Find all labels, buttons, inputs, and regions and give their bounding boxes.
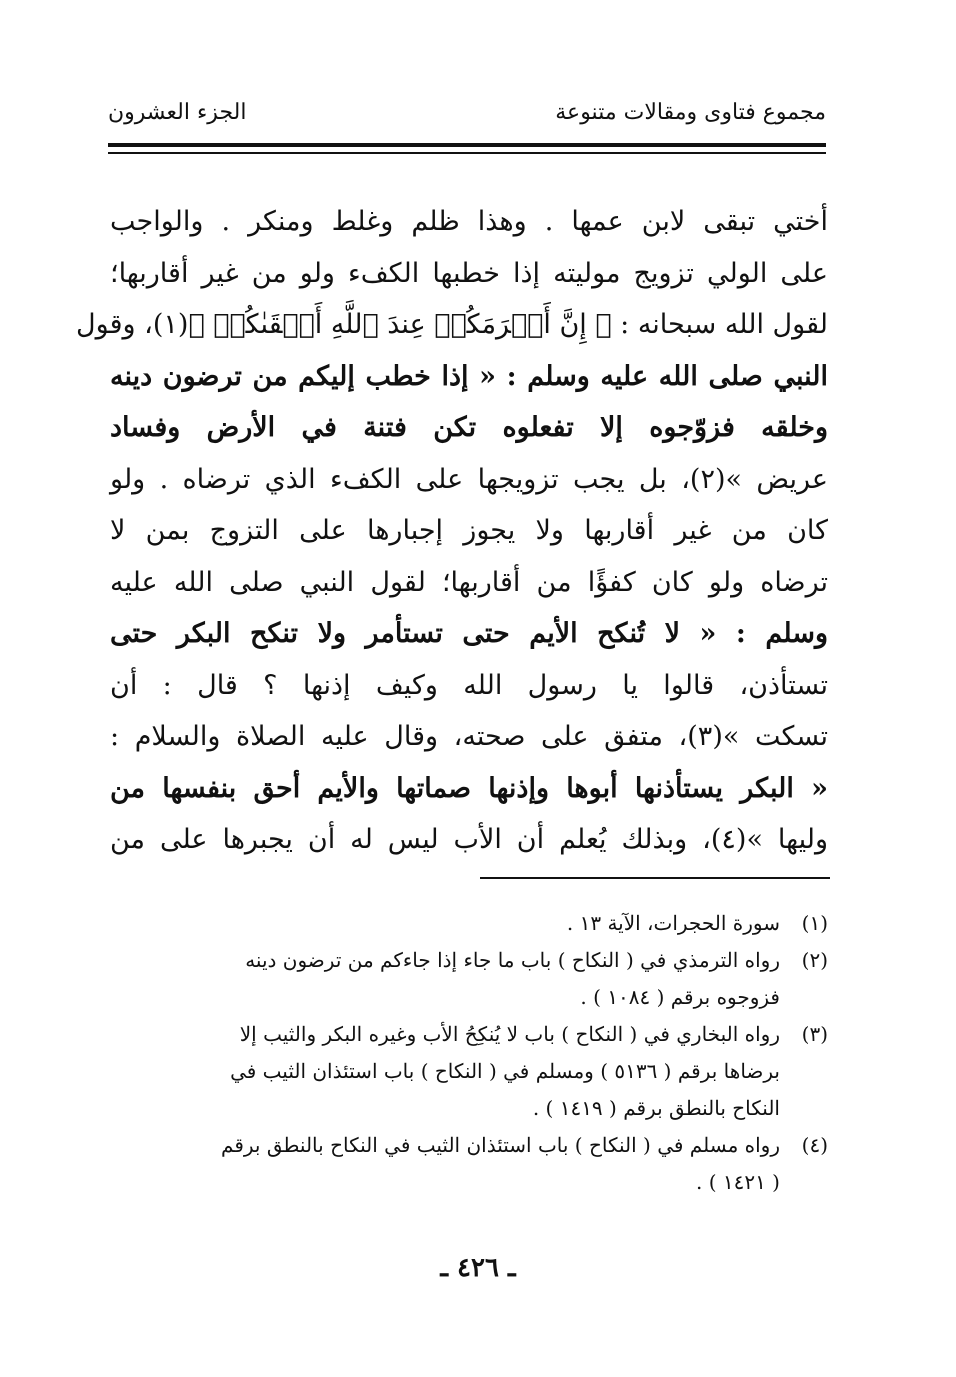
- body-text: [76, 196, 828, 866]
- footnote-number: (٣): [801, 1022, 828, 1046]
- footnote: [110, 1016, 828, 1127]
- body-line: أختي تبقى لابن عمها . وهذا ظلم وغلط ومنكر . والواجب: [110, 206, 828, 237]
- body-line: النبي صلى الله عليه وسلم : « إذا خطب إليكم من ترضون دينه: [110, 360, 828, 392]
- body-line: وليها »(٤)، وبذلك يُعلم أن الأب ليس له أن يجبرها على من: [110, 824, 828, 855]
- body-line: « البكر يستأذنها أبوها وإذنها صماتها والأيم أحق بنفسها من: [110, 772, 828, 804]
- body-line: لقول الله سبحانه : ﴿ إِنَّ أَكۡرَمَكُمۡ عِندَ ٱللَّهِ أَتۡقَىٰكُمۡ ﴾(١)، وقول: [76, 309, 828, 340]
- header-rule-thick: [108, 143, 826, 147]
- book-title: مجموع فتاوى ومقالات متنوعة: [555, 100, 826, 125]
- footnote-line: النكاح بالنطق برقم ( ١٤١٩ ) .: [532, 1096, 780, 1120]
- footnote-line: سورة الحجرات، الآية ١٣ .: [566, 911, 780, 935]
- body-line: وخلقه فزوّجوه إلا تفعلوه تكن فتنة في الأرض وفساد: [110, 412, 828, 443]
- footnote-line: رواه البخاري في ( النكاح ) باب لا يُنكِحُ الأب وغيره البكر والثيب إلا: [239, 1022, 780, 1046]
- footnote-number: (٤): [801, 1133, 828, 1157]
- header-rule-thin: [108, 152, 826, 154]
- page-number: ـ ٤٢٦ ـ: [440, 1253, 516, 1283]
- body-line: كان من غير أقاربها ولا يجوز إجبارها على التزوج بمن لا: [110, 515, 828, 546]
- body-line: عريض »(٢)، بل يجب تزويجها على الكفء الذي ترضاه . ولو: [110, 463, 828, 495]
- footnote-line: برضاها برقم ( ٥١٣٦ ) ومسلم في ( النكاح ) باب استئذان الثيب في: [230, 1059, 780, 1083]
- body-line: تسكت »(٣)، متفق على صحته، وقال عليه الصلاة والسلام :: [110, 721, 828, 752]
- footnote-line: فزوجوه برقم ( ١٠٨٤ ) .: [580, 985, 780, 1009]
- body-line: ترضاه ولو كان كفؤًا من أقاربها؛ لقول النبي صلى الله عليه: [110, 566, 828, 598]
- body-line: تستأذن، قالوا يا رسول الله وكيف إذنها ؟ قال : أن: [110, 669, 828, 701]
- footnote-separator: [480, 877, 830, 879]
- volume-label: الجزء العشرون: [108, 100, 247, 125]
- footnote-line: رواه مسلم في ( النكاح ) باب استئذان الثيب في النكاح بالنطق برقم: [221, 1133, 780, 1157]
- body-line: وسلم : « لا تُنكح الأيم حتى تستأمر ولا تنكح البكر حتى: [110, 618, 828, 649]
- footnote: [110, 905, 828, 942]
- footnote-line: رواه الترمذي في ( النكاح ) باب ما جاء إذا جاءكم من ترضون دينه: [245, 948, 780, 972]
- footnote: [110, 1127, 828, 1201]
- footnote: [110, 942, 828, 1016]
- footnote-line: ( ١٤٢١ ) .: [695, 1170, 780, 1194]
- page-header: [108, 100, 826, 140]
- footnote-number: (٢): [801, 948, 828, 972]
- footnote-number: (١): [801, 911, 828, 935]
- body-line: على الولي تزويج موليته إذا خطبها الكفء ولو من غير أقاربها؛: [110, 257, 828, 289]
- footnotes: [110, 905, 828, 1201]
